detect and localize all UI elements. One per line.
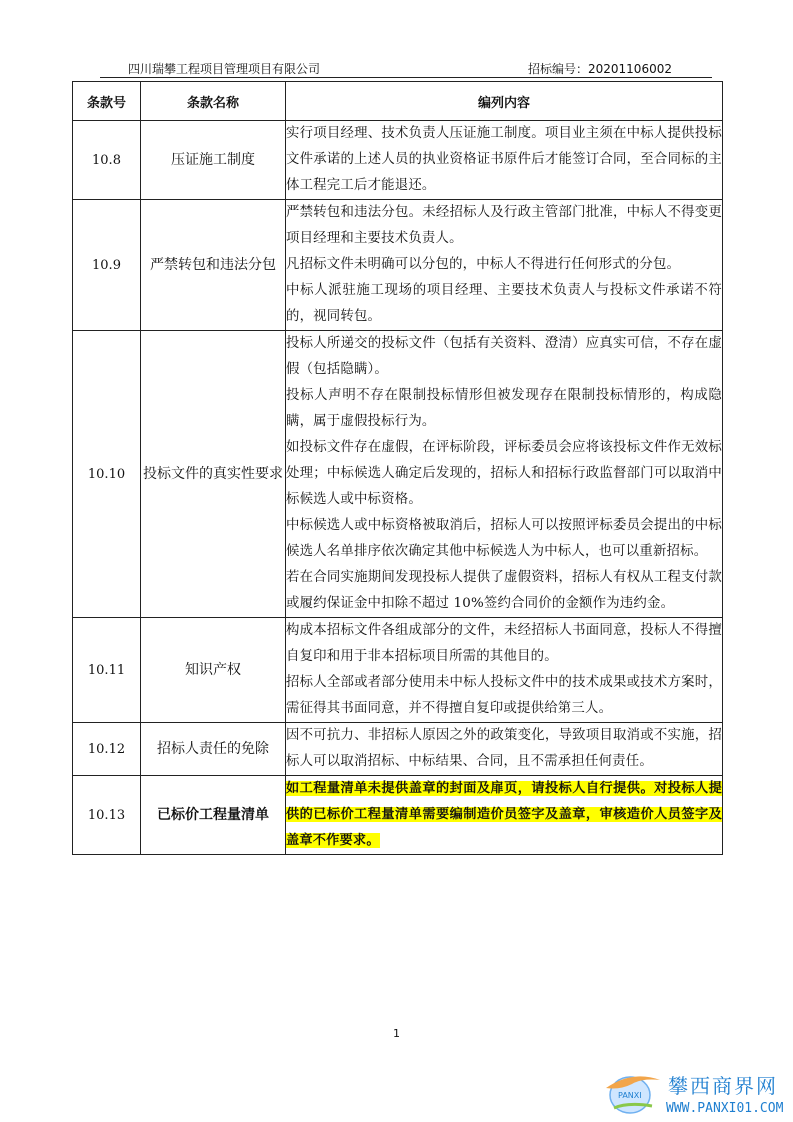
clause-content [286,331,723,618]
content-paragraph: 实行项目经理、技术负责人压证施工制度。项目业主须在中标人提供投标文件承诺的上述人员的执业资格证书原件后才能签订合同，至合同标的主体工程完工后才能退还。 [286,126,722,193]
clause-number: 10.12 [73,723,141,776]
table-row [73,121,723,200]
watermark-brand: 攀西商界网 [668,1074,778,1098]
highlighted-text: 如工程量清单未提供盖章的封面及扉页，请投标人自行提供。对投标人提供的已标价工程量清单需要编制造价员签字及盖章，审核造价人员签字及盖章不作要求。 [286,781,722,848]
globe-logo-icon [602,1068,664,1116]
clause-name: 严禁转包和违法分包 [141,200,286,331]
clause-number: 10.10 [73,331,141,618]
content-paragraph [286,776,722,854]
content-paragraph: 因不可抗力、非招标人原因之外的政策变化，导致项目取消或不实施，招标人可以取消招标、中标结果、合同，且不需承担任何责任。 [286,728,722,769]
col-header-name: 条款名称 [141,82,286,121]
clause-name: 投标文件的真实性要求 [141,331,286,618]
tender-number: 招标编号：20201106002 [528,62,672,76]
content-paragraph: 若在合同实施期间发现投标人提供了虚假资料，招标人有权从工程支付款或履约保证金中扣除不超过 10%签约合同价的金额作为违约金。 [286,570,722,611]
content-paragraph: 中标人派驻施工现场的项目经理、主要技术负责人与投标文件承诺不符的，视同转包。 [286,283,722,324]
table-header-row [73,82,723,121]
clause-number: 10.8 [73,121,141,200]
content-paragraph: 如投标文件存在虚假，在评标阶段，评标委员会应将该投标文件作无效标处理；中标候选人确定后发现的，招标人和招标行政监督部门可以取消中标候选人或中标资格。 [286,440,722,507]
clause-number: 10.9 [73,200,141,331]
clause-content [286,200,723,331]
table-row [73,331,723,618]
company-name: 四川瑞攀工程项目管理项目有限公司 [128,62,321,76]
clause-name: 已标价工程量清单 [141,776,286,855]
content-paragraph: 凡招标文件未明确可以分包的，中标人不得进行任何形式的分包。 [286,257,681,272]
content-paragraph: 投标人声明不存在限制投标情形但被发现存在限制投标情形的，构成隐瞒，属于虚假投标行为。 [286,388,722,429]
content-paragraph: 投标人所递交的投标文件（包括有关资料、澄清）应真实可信，不存在虚假（包括隐瞒）。 [286,336,722,377]
content-paragraph: 严禁转包和违法分包。未经招标人及行政主管部门批准，中标人不得变更项目经理和主要技术负责人。 [286,205,722,246]
watermark-url: WWW.PANXI01.COM [666,1101,784,1116]
col-header-content: 编列内容 [286,82,723,121]
clause-content [286,121,723,200]
clause-name: 招标人责任的免除 [141,723,286,776]
clause-number: 10.13 [73,776,141,855]
table-row [73,776,723,855]
table-row [73,200,723,331]
content-paragraph: 构成本招标文件各组成部分的文件，未经招标人书面同意，投标人不得擅自复印和用于非本招标项目所需的其他目的。 [286,623,722,664]
header-divider [100,77,712,78]
clause-content [286,618,723,723]
content-paragraph: 中标候选人或中标资格被取消后，招标人可以按照评标委员会提出的中标候选人名单排序依次确定其他中标候选人为中标人，也可以重新招标。 [286,518,722,559]
logo-text: PANXI [618,1091,642,1100]
clause-name: 知识产权 [141,618,286,723]
clause-name: 压证施工制度 [141,121,286,200]
table-row [73,618,723,723]
clause-content [286,776,723,855]
page-number: 1 [393,1027,400,1040]
clauses-table [72,81,723,855]
col-header-number: 条款号 [73,82,141,121]
clause-number: 10.11 [73,618,141,723]
content-paragraph: 招标人全部或者部分使用未中标人投标文件中的技术成果或技术方案时，需征得其书面同意，并不得擅自复印或提供给第三人。 [286,675,722,716]
clause-content [286,723,723,776]
table-row [73,723,723,776]
